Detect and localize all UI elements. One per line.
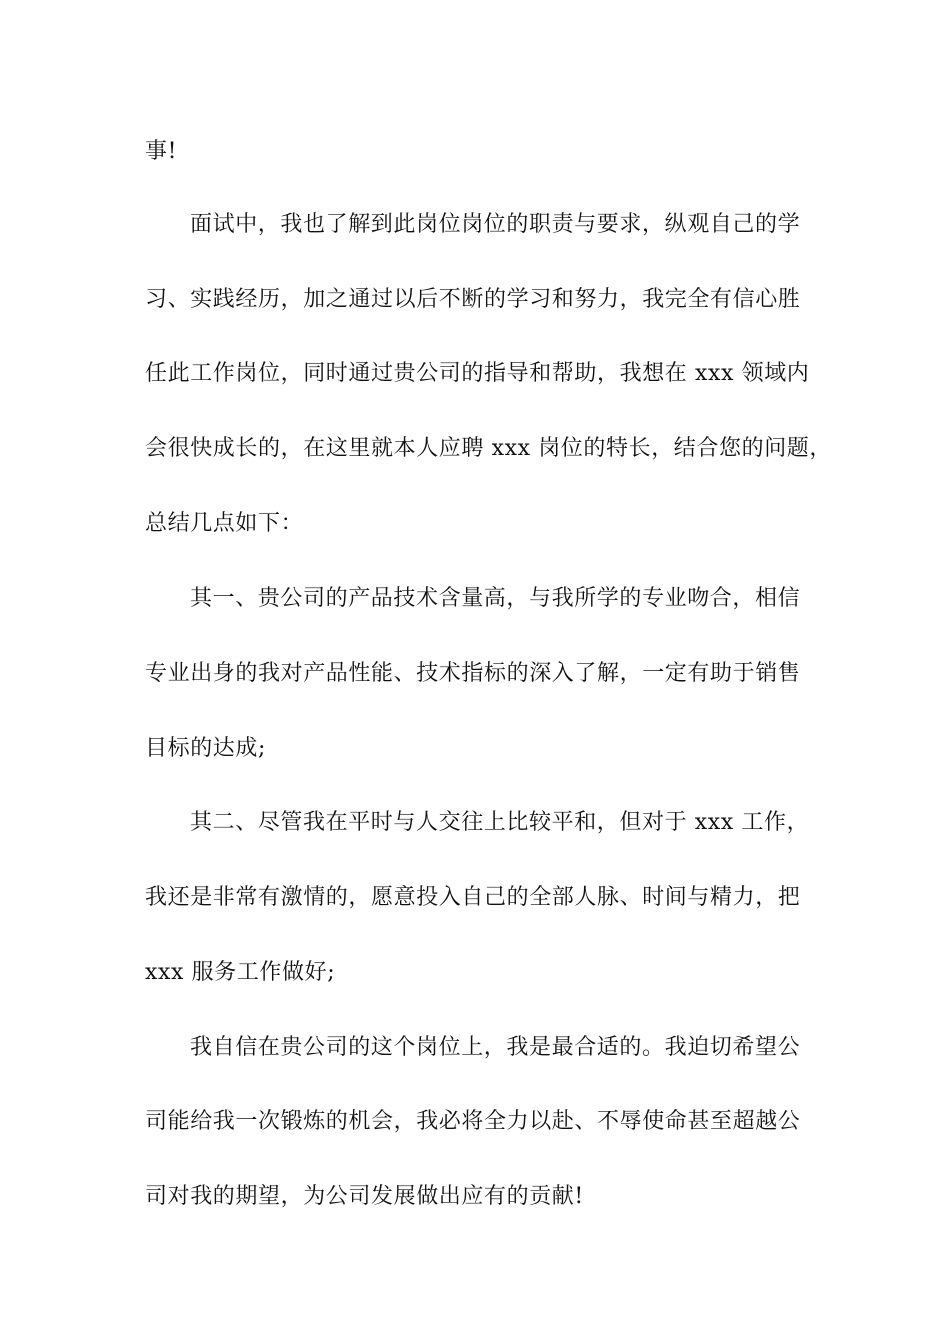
text-line: 司能给我一次锻炼的机会，我必将全力以赴、不辱使命甚至超越公 bbox=[145, 1109, 801, 1134]
text-line: 会很快成长的，在这里就本人应聘 xxx 岗位的特长，结合您的问题， bbox=[145, 436, 833, 461]
text-line: 专业出身的我对产品性能、技术指标的深入了解，一定有助于销售 bbox=[145, 661, 801, 686]
text-line: 司对我的期望，为公司发展做出应有的贡献! bbox=[145, 1184, 584, 1209]
text-line: 总结几点如下： bbox=[145, 511, 304, 536]
text-line: 事! bbox=[145, 139, 178, 164]
paragraph-first-line: 其二、尽管我在平时与人交往上比较平和，但对于 xxx 工作， bbox=[190, 810, 810, 835]
paragraph-first-line: 我自信在贵公司的这个岗位上，我是最合适的。我迫切希望公 bbox=[190, 1035, 801, 1060]
text-line: 习、实践经历，加之通过以后不断的学习和努力，我完全有信心胜 bbox=[145, 287, 801, 312]
text-line: xxx 服务工作做好; bbox=[145, 960, 336, 985]
paragraph-first-line: 其一、贵公司的产品技术含量高，与我所学的专业吻合，相信 bbox=[190, 586, 801, 611]
text-line: 我还是非常有激情的，愿意投入自己的全部人脉、时间与精力，把 bbox=[145, 885, 801, 910]
text-line: 任此工作岗位，同时通过贵公司的指导和帮助，我想在 xxx 领域内 bbox=[145, 361, 810, 386]
paragraph-first-line: 面试中，我也了解到此岗位岗位的职责与要求，纵观自己的学 bbox=[190, 212, 801, 237]
text-line: 目标的达成; bbox=[145, 736, 267, 761]
